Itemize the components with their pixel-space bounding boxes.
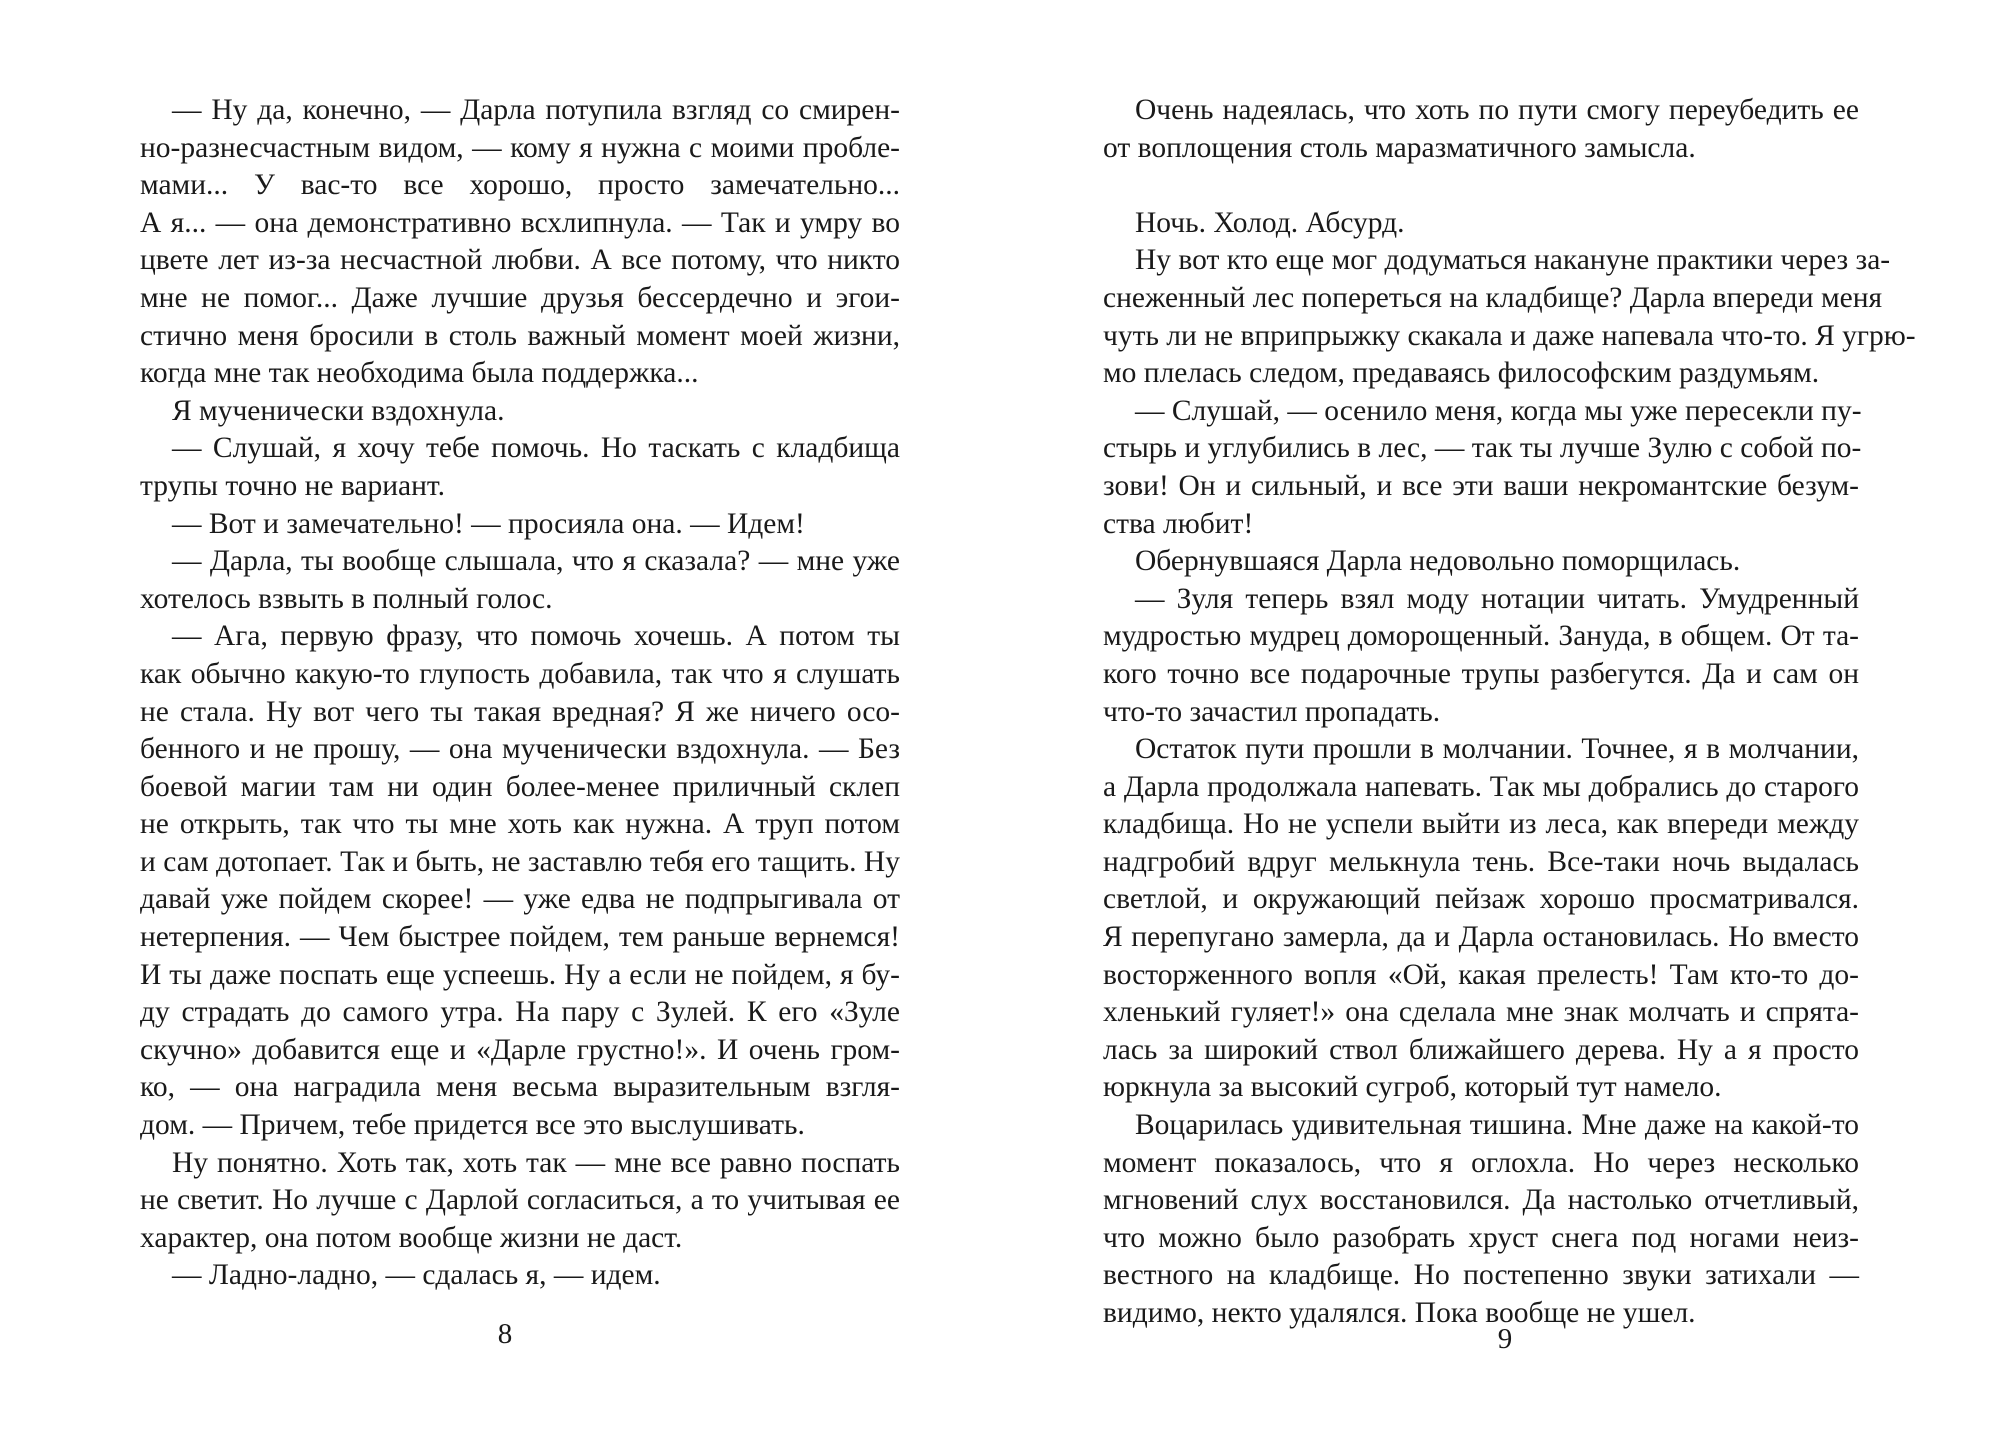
text-line: вестного на кладбище. Но постепенно звуки затихали —	[1103, 1259, 1859, 1292]
text-line: надгробий вдруг мелькнула тень. Все-таки ночь выдалась	[1103, 845, 1859, 878]
text-line: И ты даже поспать еще успеешь. Ну а если не пойдем, я бу-	[140, 958, 900, 991]
text-line: момент показалось, что я оглохла. Но через несколько	[1103, 1146, 1859, 1179]
text-line: ду страдать до самого утра. На пару с Зулей. К его «Зуле	[140, 996, 900, 1029]
text-line: трупы точно не вариант.	[140, 469, 445, 502]
text-line: Ночь. Холод. Абсурд.	[1135, 206, 1405, 239]
text-line: боевой магии там ни один более-менее приличный склеп	[140, 770, 900, 803]
text-line: кладбища. Но не успели выйти из леса, как впереди между	[1103, 808, 1859, 841]
text-line: — Слушай, я хочу тебе помочь. Но таскать с кладбища	[172, 432, 900, 465]
text-line: мо плелась следом, предаваясь философским раздумьям.	[1103, 357, 1820, 390]
text-line: мгновений слух восстановился. Да настолько отчетливый,	[1103, 1184, 1859, 1217]
text-line: — Вот и замечательно! — просияла она. — Идем!	[172, 507, 805, 540]
text-line: от воплощения столь маразматичного замысла.	[1103, 131, 1696, 164]
text-line: мне не помог... Даже лучшие друзья бессердечно и эгои-	[140, 281, 900, 314]
text-line: А я... — она демонстративно всхлипнула. — Так и умру во	[140, 206, 900, 239]
text-line: видимо, некто удалялся. Пока вообще не ушел.	[1103, 1297, 1696, 1329]
text-line: мами... У вас-то все хорошо, просто замечательно...	[140, 169, 900, 202]
text-line: Ну понятно. Хоть так, хоть так — мне все равно поспать	[172, 1146, 900, 1179]
text-line: когда мне так необходима была поддержка...	[140, 357, 699, 390]
text-line: что можно было разобрать хруст снега под ногами неиз-	[1103, 1221, 1859, 1254]
text-line: — Ну да, конечно, — Дарла потупила взгляд со смирен-	[172, 94, 900, 126]
text-line: хотелось взвыть в полный голос.	[140, 582, 553, 615]
text-line: дом. — Причем, тебе придется все это выслушивать.	[140, 1109, 805, 1142]
text-line: не открыть, так что ты мне хоть как нужна. А труп потом	[140, 808, 900, 841]
text-line: а Дарла продолжала напевать. Так мы добрались до старого	[1103, 770, 1859, 803]
right-page-number: 9	[1497, 1323, 1513, 1355]
text-line: бенного и не прошу, — она мученически вздохнула. — Без	[140, 733, 900, 766]
text-line: — Ага, первую фразу, что помочь хочешь. А потом ты	[172, 620, 900, 653]
text-line: Ну вот кто еще мог додуматься накануне практики через за-	[1135, 244, 1891, 277]
text-line: снеженный лес попереться на кладбище? Дарла впереди меня	[1103, 281, 1883, 314]
text-line: зови! Он и сильный, и все эти ваши некромантские безум-	[1103, 469, 1859, 502]
text-line: чуть ли не вприпрыжку скакала и даже напевала что-то. Я угрю-	[1103, 319, 1916, 352]
text-line: — Ладно-ладно, — сдалась я, — идем.	[172, 1259, 661, 1292]
text-line: не светит. Но лучше с Дарлой согласиться, а то учитывая ее	[140, 1184, 900, 1217]
left-page-text	[140, 92, 900, 1295]
text-line: характер, она потом вообще жизни не даст.	[140, 1221, 683, 1254]
text-line: стично меня бросили в столь важный момент моей жизни,	[140, 319, 900, 352]
text-line: ко, — она наградила меня весьма выразительным взгля-	[140, 1071, 900, 1104]
text-line: — Дарла, ты вообще слышала, что я сказала? — мне уже	[172, 545, 900, 578]
text-line: Воцарилась удивительная тишина. Мне даже на какой-то	[1135, 1109, 1859, 1142]
text-line: давай уже пойдем скорее! — уже едва не подпрыгивала от	[140, 883, 900, 916]
text-line: стырь и углубились в лес, — так ты лучше Зулю с собой по-	[1103, 432, 1862, 465]
text-line: Я мученически вздохнула.	[172, 394, 505, 427]
text-line: ства любит!	[1103, 507, 1254, 540]
text-line: кого точно все подарочные трупы разбегутся. Да и сам он	[1103, 657, 1859, 690]
left-page-number: 8	[497, 1318, 513, 1350]
text-line: нетерпения. — Чем быстрее пойдем, тем раньше вернемся!	[140, 921, 900, 954]
text-line: как обычно какую-то глупость добавила, так что я слушать	[140, 657, 900, 690]
text-line: мудростью мудрец доморощенный. Зануда, в общем. От та-	[1103, 620, 1859, 653]
text-line: не стала. Ну вот чего ты такая вредная? Я же ничего осо-	[140, 695, 900, 728]
text-line: — Зуля теперь взял моду нотации читать. Умудренный	[1135, 582, 1859, 615]
text-line: Я перепугано замерла, да и Дарла остановилась. Но вместо	[1103, 921, 1859, 954]
text-line: хленький гуляет!» она сделала мне знак молчать и спрята-	[1103, 996, 1859, 1029]
right-page-text	[1103, 92, 1916, 1333]
text-line: Остаток пути прошли в молчании. Точнее, я в молчании,	[1135, 733, 1859, 766]
text-line: лась за широкий ствол ближайшего дерева. Ну а я просто	[1103, 1033, 1859, 1066]
text-line: скучно» добавится еще и «Дарле грустно!». И очень гром-	[140, 1033, 900, 1066]
text-line: — Слушай, — осенило меня, когда мы уже пересекли пу-	[1135, 394, 1862, 427]
text-line: что-то зачастил пропадать.	[1103, 695, 1441, 728]
text-line: юркнула за высокий сугроб, который тут намело.	[1103, 1071, 1722, 1104]
text-line: цвете лет из-за несчастной любви. А все потому, что никто	[140, 244, 900, 277]
text-line: и сам дотопает. Так и быть, не заставлю тебя его тащить. Ну	[140, 845, 900, 878]
text-line: Очень надеялась, что хоть по пути смогу переубедить ее	[1135, 94, 1859, 126]
text-line	[1103, 167, 1859, 205]
text-line: но-разнесчастным видом, — кому я нужна с моими пробле-	[140, 131, 900, 164]
text-line: Обернувшаяся Дарла недовольно поморщилась.	[1135, 545, 1741, 578]
text-line: светлой, и окружающий пейзаж хорошо просматривался.	[1103, 883, 1859, 916]
text-line: восторженного вопля «Ой, какая прелесть! Там кто-то до-	[1103, 958, 1859, 991]
right-page	[1000, 0, 2000, 1439]
